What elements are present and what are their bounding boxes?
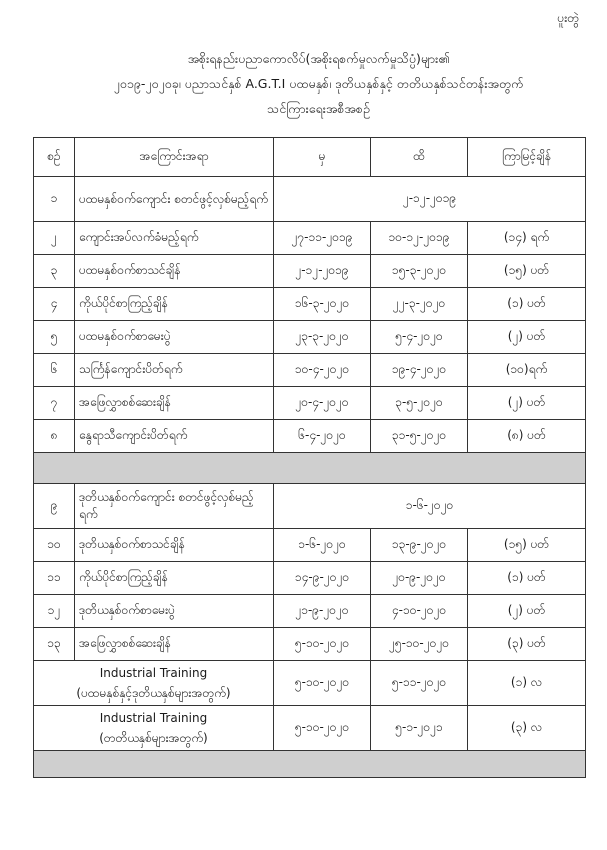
section-separator	[34, 751, 586, 778]
column-header-course: အကြောင်းအရာ	[75, 138, 274, 177]
row-from: ၅-၁၀-၂၀၂၀	[274, 628, 371, 661]
row-from: ၅-၁၀-၂၀၂၀	[274, 661, 371, 706]
row-number: ၅	[34, 321, 75, 354]
row-course: သင်္ကြန်ကျောင်းပိတ်ရက်	[75, 354, 274, 387]
row-course: အဖြေလွှာစစ်ဆေးချိန်	[75, 628, 274, 661]
row-course: အဖြေလွှာစစ်ဆေးချိန်	[75, 387, 274, 420]
row-from: ၅-၁၀-၂၀၂၀	[274, 706, 371, 751]
row-course: ကိုယ်ပိုင်စာကြည့်ချိန်	[75, 288, 274, 321]
row-duration: (၂) ပတ်	[468, 387, 586, 420]
row-from: ၆-၄-၂၀၂၀	[274, 420, 371, 453]
row-from: ၁၀-၄-၂၀၂၀	[274, 354, 371, 387]
attachment-label: ပူးတွဲ	[557, 11, 579, 25]
row-to: ၁၉-၄-၂၀၂၀	[371, 354, 468, 387]
row-to: ၁၀-၁၂-၂၀၁၉	[371, 222, 468, 255]
row-course: ဒုတိယနှစ်ဝက်ကျောင်း စတင်ဖွင့်လှစ်မည့်ရက်	[75, 484, 274, 529]
row-from: ၂၀-၄-၂၀၂၀	[274, 387, 371, 420]
table-row	[34, 562, 586, 595]
table-row	[34, 222, 586, 255]
row-duration: (၂) ပတ်	[468, 595, 586, 628]
table-row	[34, 354, 586, 387]
row-to: ၂၂-၃-၂၀၂၀	[371, 288, 468, 321]
row-from: ၁-၆-၂၀၂၀	[274, 529, 371, 562]
column-header-to: ထိ	[371, 138, 468, 177]
row-to: ၃-၅-၂၀၂၀	[371, 387, 468, 420]
row-course: ပထမနှစ်ဝက်စာမေးပွဲ	[75, 321, 274, 354]
row-duration: (၁) လ	[468, 661, 586, 706]
row-from: ၂-၁၂-၂၀၁၉	[274, 255, 371, 288]
table-row	[34, 484, 586, 529]
row-number: ၁၀	[34, 529, 75, 562]
row-to: ၁၃-၉-၂၀၂၀	[371, 529, 468, 562]
section-separator	[34, 453, 586, 484]
row-start-date: ၂-၁၂-၂၀၁၉	[274, 177, 586, 222]
table-row	[34, 529, 586, 562]
row-number: ၉	[34, 484, 75, 529]
table-row	[34, 706, 586, 751]
training-cell	[34, 706, 274, 751]
row-duration: (၃) ပတ်	[468, 628, 586, 661]
row-duration: (၁) ပတ်	[468, 288, 586, 321]
table-row	[34, 255, 586, 288]
row-course: ပထမနှစ်ဝက်စာသင်ချိန်	[75, 255, 274, 288]
column-header-duration: ကြာမြင့်ချိန်	[468, 138, 586, 177]
row-duration: (၁၀)ရက်	[468, 354, 586, 387]
document-title-line-1: အစိုးရနည်းပညာကောလိပ်(အစိုးရစက်မှုလက်မှုသိပ္ပံ)များ၏	[187, 51, 450, 66]
row-to: ၂၀-၉-၂၀၂၀	[371, 562, 468, 595]
schedule-table	[33, 137, 586, 778]
row-to: ၅-၁၁-၂၀၂၀	[371, 661, 468, 706]
training-note: (ပထမနှစ်နှင့်ဒုတိယနှစ်များအတွက်)	[76, 686, 231, 700]
table-row	[34, 628, 586, 661]
document-title-line-3: သင်ကြားရေးအစီအစဉ်	[267, 101, 370, 116]
row-to: ၄-၁၀-၂၀၂၀	[371, 595, 468, 628]
row-course: ကျောင်းအပ်လက်ခံမည့်ရက်	[75, 222, 274, 255]
row-to: ၁၅-၃-၂၀၂၀	[371, 255, 468, 288]
table-row	[34, 321, 586, 354]
document-title-line-2: ၂၀၁၉-၂၀၂၀ခု၊ ပညာသင်နှစ် A.G.T.I ပထမနှစ်၊ ဒုတိယနှစ်နှင့် တတိယနှစ်သင်တန်းအတွက်	[113, 76, 524, 91]
separator-cell	[34, 453, 586, 484]
row-start-date: ၁-၆-၂၀၂၀	[274, 484, 586, 529]
row-to: ၂၅-၁၀-၂၀၂၀	[371, 628, 468, 661]
training-label: Industrial Training	[99, 711, 208, 725]
row-duration: (၂) ပတ်	[468, 321, 586, 354]
row-number: ၁၁	[34, 562, 75, 595]
row-number: ၁	[34, 177, 75, 222]
row-number: ၁၂	[34, 595, 75, 628]
row-number: ၄	[34, 288, 75, 321]
row-course: ပထမနှစ်ဝက်ကျောင်း စတင်ဖွင့်လှစ်မည့်ရက်	[75, 177, 274, 222]
table-row	[34, 595, 586, 628]
row-to: ၅-၄-၂၀၂၀	[371, 321, 468, 354]
table-header-row	[34, 138, 586, 177]
row-duration: (၁၅) ပတ်	[468, 529, 586, 562]
row-from: ၂၁-၉-၂၀၂၀	[274, 595, 371, 628]
row-course: ဒုတိယနှစ်ဝက်စာမေးပွဲ	[75, 595, 274, 628]
row-from: ၁၄-၉-၂၀၂၀	[274, 562, 371, 595]
row-from: ၂၃-၃-၂၀၂၀	[274, 321, 371, 354]
table-row	[34, 387, 586, 420]
separator-cell	[34, 751, 586, 778]
row-duration: (၁) ပတ်	[468, 562, 586, 595]
row-number: ၈	[34, 420, 75, 453]
column-header-from: မှ	[274, 138, 371, 177]
training-cell	[34, 661, 274, 706]
row-course: ဒုတိယနှစ်ဝက်စာသင်ချိန်	[75, 529, 274, 562]
table-row	[34, 661, 586, 706]
row-from: ၁၆-၃-၂၀၂၀	[274, 288, 371, 321]
row-number: ၂	[34, 222, 75, 255]
row-duration: (၃) လ	[468, 706, 586, 751]
row-course: နွေရာသီကျောင်းပိတ်ရက်	[75, 420, 274, 453]
table-row	[34, 420, 586, 453]
row-duration: (၁၅) ပတ်	[468, 255, 586, 288]
training-note: (တတိယနှစ်များအတွက်)	[99, 731, 208, 745]
row-number: ၆	[34, 354, 75, 387]
column-header-no: စဉ်	[34, 138, 75, 177]
row-duration: (၁၄) ရက်	[468, 222, 586, 255]
row-from: ၂၇-၁၁-၂၀၁၉	[274, 222, 371, 255]
row-number: ၁၃	[34, 628, 75, 661]
row-to: ၅-၁-၂၀၂၁	[371, 706, 468, 751]
row-course: ကိုယ်ပိုင်စာကြည့်ချိန်	[75, 562, 274, 595]
training-label: Industrial Training	[99, 666, 208, 680]
table-row	[34, 177, 586, 222]
row-number: ၇	[34, 387, 75, 420]
row-number: ၃	[34, 255, 75, 288]
table-row	[34, 288, 586, 321]
row-duration: (၈) ပတ်	[468, 420, 586, 453]
row-to: ၃၁-၅-၂၀၂၀	[371, 420, 468, 453]
